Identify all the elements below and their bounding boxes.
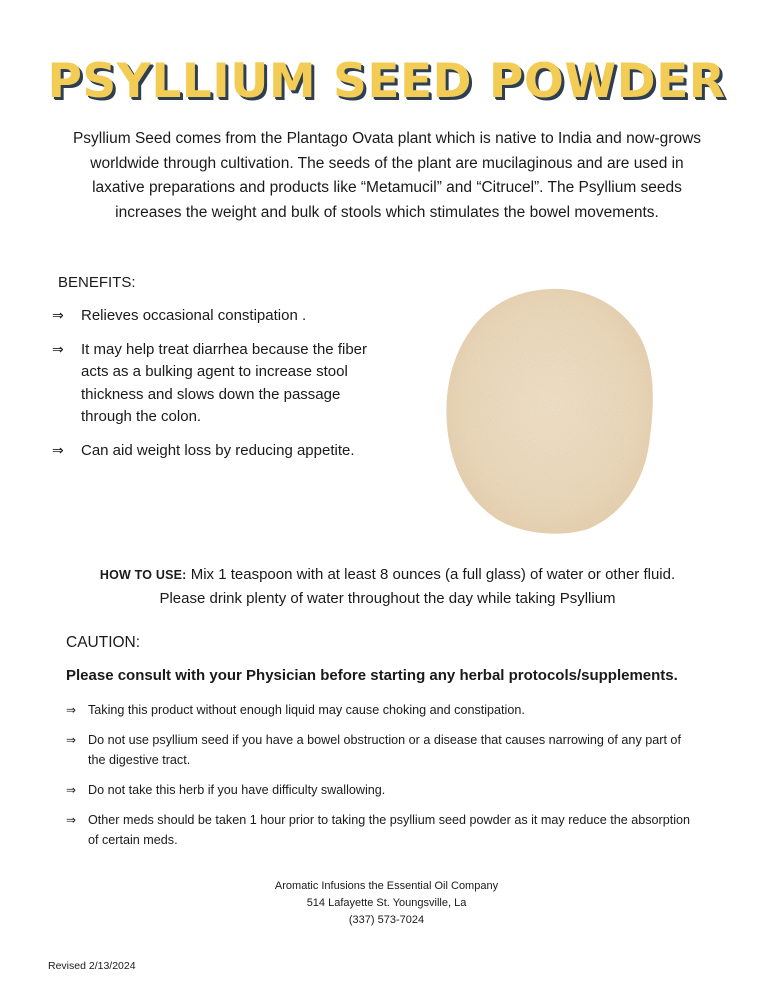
list-item	[52, 339, 372, 429]
caution-text: Do not take this herb if you have difficulty swallowing.	[88, 783, 386, 797]
benefits-list	[52, 305, 372, 473]
company-name: Aromatic Infusions the Essential Oil Company	[274, 880, 499, 892]
benefits-heading: BENEFITS:	[58, 274, 136, 291]
list-item	[52, 305, 372, 328]
double-arrow-right-icon: ⇒	[66, 813, 77, 827]
benefit-text: It may help treat diarrhea because the fiber acts as a bulking agent to increase stool thickness and slows down the passage through the colon.	[81, 340, 367, 425]
double-arrow-right-icon: ⇒	[52, 341, 64, 358]
list-item	[52, 440, 372, 463]
caution-text: Other meds should be taken 1 hour prior to taking the psyllium seed powder as it may reduce the absorption of certain meds.	[88, 813, 691, 847]
list-item	[66, 730, 696, 770]
double-arrow-right-icon: ⇒	[66, 703, 77, 717]
psyllium-powder-image	[444, 285, 656, 535]
list-item	[66, 780, 696, 800]
intro-paragraph: Psyllium Seed comes from the Plantago Ovata plant which is native to India and now-grows worldwide through cultivation. The seeds of the plant are mucilaginous and are used in laxative preparations and products like “Metamucil” and “Citrucel”. The Psyllium seeds increases the weight and bulk of stools which stimulates the bowel movements.	[72, 130, 702, 221]
caution-list	[66, 700, 696, 860]
benefit-text: Can aid weight loss by reducing appetite.	[81, 441, 355, 459]
how-to-use-label: HOW TO USE:	[99, 568, 187, 582]
caution-text: Do not use psyllium seed if you have a bowel obstruction or a disease that causes narrowing of any part of the digestive tract.	[88, 733, 681, 767]
page-title: PSYLLIUM SEED POWDER	[47, 54, 726, 109]
list-item	[66, 700, 696, 720]
caution-warning: Please consult with your Physician before starting any herbal protocols/supplements.	[66, 667, 678, 684]
how-to-use-text: Mix 1 teaspoon with at least 8 ounces (a full glass) of water or other fluid. Please drink plenty of water throughout the day while taking Psyllium	[159, 566, 676, 607]
double-arrow-right-icon: ⇒	[66, 733, 77, 747]
benefit-text: Relieves occasional constipation .	[81, 307, 307, 324]
caution-heading: CAUTION:	[66, 634, 141, 651]
footer	[0, 878, 773, 929]
company-address: 514 Lafayette St. Youngsville, La	[306, 897, 467, 909]
caution-text: Taking this product without enough liquid may cause choking and constipation.	[88, 703, 525, 717]
double-arrow-right-icon: ⇒	[52, 442, 64, 459]
revised-date: Revised 2/13/2024	[48, 960, 136, 972]
company-phone: (337) 573-7024	[348, 914, 425, 926]
how-to-use	[80, 563, 695, 610]
double-arrow-right-icon: ⇒	[52, 308, 64, 324]
list-item	[66, 810, 696, 850]
double-arrow-right-icon: ⇒	[66, 783, 77, 797]
